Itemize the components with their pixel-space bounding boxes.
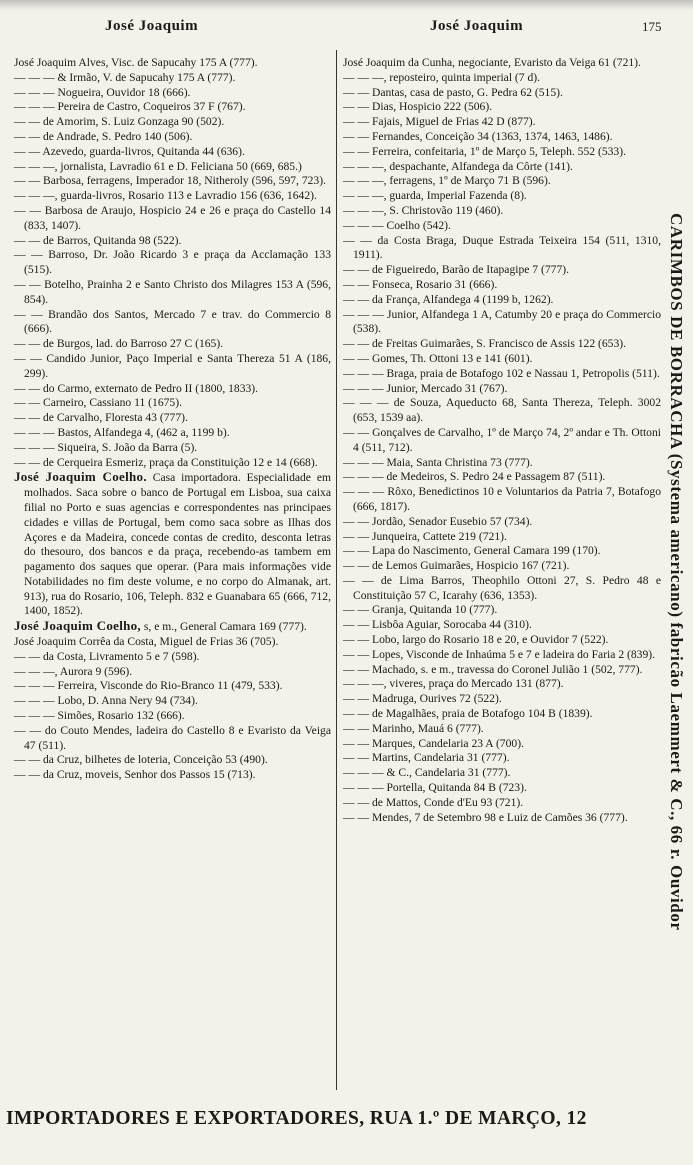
- directory-entry: José Joaquim Corrêa da Costa, Miguel de Frias 36 (705).: [14, 635, 279, 649]
- directory-entry: — — Marques, Candelaria 23 A (700).: [343, 736, 524, 750]
- directory-entry: — — — de Souza, Aqueducto 68, Santa Thereza, Teleph. 3002 (653, 1539 aa).: [343, 396, 661, 425]
- directory-entry: — — Machado, s. e m., travessa do Coronel Julião 1 (502, 777).: [343, 662, 643, 676]
- vertical-advertisement-text: CARIMBOS DE BORRACHA (Systema americano) fabricão Laemmert & C., 66 r. Ouvidor: [667, 213, 686, 931]
- directory-entry: — — Fajais, Miguel de Frias 42 D (877).: [343, 115, 536, 129]
- directory-entry: — — Barroso, Dr. João Ricardo 3 e praça da Acclamação 133 (515).: [14, 248, 331, 277]
- directory-entry: — — Botelho, Prainha 2 e Santo Christo dos Milagres 153 A (596, 854).: [14, 277, 331, 306]
- directory-entry: — — — Siqueira, S. João da Barra (5).: [14, 440, 198, 454]
- directory-entry: — — Azevedo, guarda-livros, Quitanda 44 (636).: [14, 144, 245, 158]
- directory-entry: — — Barbosa de Araujo, Hospicio 24 e 26 e praça do Castello 14 (833, 1407).: [14, 203, 331, 232]
- coelho-entry-2-name: José Joaquim Coelho,: [14, 618, 141, 634]
- directory-entry: — — — Portella, Quitanda 84 B (723).: [343, 781, 527, 795]
- directory-entry: José Joaquim da Cunha, negociante, Evaristo da Veiga 61 (721).: [343, 56, 641, 69]
- directory-entry: — — da Cruz, bilhetes de loteria, Conceição 53 (490).: [14, 753, 268, 767]
- right-entries: [343, 56, 661, 825]
- directory-entry: — — —, viveres, praça do Mercado 131 (877).: [343, 677, 564, 691]
- directory-entry: — — da Costa, Livramento 5 e 7 (598).: [14, 649, 200, 663]
- directory-entry: — — — & C., Candelaria 31 (777).: [343, 766, 511, 780]
- directory-entry: — — Lisbôa Aguiar, Sorocaba 44 (310).: [343, 618, 532, 632]
- column-divider: [336, 50, 337, 1090]
- page-number: 175: [642, 19, 662, 34]
- coelho-entry-2-text: s, e m., General Camara 169 (777).: [143, 620, 307, 634]
- coelho-entry-name: José Joaquim Coelho.: [14, 469, 147, 485]
- directory-entry: — — Lobo, largo do Rosario 18 e 20, e Ouvidor 7 (522).: [343, 633, 609, 647]
- directory-entry: — — — de Medeiros, S. Pedro 24 e Passagem 87 (511).: [343, 470, 606, 484]
- directory-entry: — — Barbosa, ferragens, Imperador 18, Nitheroly (596, 597, 723).: [14, 174, 326, 188]
- directory-entry: — — — Braga, praia de Botafogo 102 e Nassau 1, Petropolis (511).: [343, 366, 660, 380]
- directory-entry: — — Lopes, Visconde de Inhaúma 5 e 7 e ladeira do Faria 2 (839).: [343, 647, 656, 661]
- directory-entry: — — —, guarda, Imperial Fazenda (8).: [343, 189, 527, 203]
- scan-noise-strip: [0, 0, 693, 10]
- directory-entry: — — Dias, Hospicio 222 (506).: [343, 100, 493, 114]
- header-left-title: José Joaquim: [105, 18, 199, 34]
- directory-entry: — — Fonseca, Rosario 31 (666).: [343, 277, 498, 291]
- directory-entry: — — de Magalhães, praia de Botafogo 104 B (1839).: [343, 707, 593, 721]
- directory-entry: — — de Andrade, S. Pedro 140 (506).: [14, 129, 193, 143]
- directory-entry: — — de Lemos Guimarães, Hospicio 167 (721).: [343, 559, 570, 573]
- directory-entry: — — —, reposteiro, quinta imperial (7 d).: [343, 70, 541, 84]
- directory-entry: — — — Pereira de Castro, Coqueiros 37 F (767).: [14, 100, 246, 114]
- coelho-entry: [14, 470, 331, 619]
- directory-entry: — — —, despachante, Alfandega da Côrte (141).: [343, 159, 573, 173]
- coelho-entry-2: [14, 619, 331, 635]
- directory-entry: — — — Lobo, D. Anna Nery 94 (734).: [14, 694, 198, 708]
- directory-entry: — — —, guarda-livros, Rosario 113 e Lavradio 156 (636, 1642).: [14, 189, 317, 203]
- directory-entry: — — de Figueiredo, Barão de Itapagipe 7 (777).: [343, 263, 570, 277]
- directory-entry: — — Lapa do Nascimento, General Camara 199 (170).: [343, 544, 601, 558]
- directory-entry: — — da Costa Braga, Duque Estrada Teixeira 154 (511, 1310, 1911).: [343, 233, 661, 262]
- directory-entry: — — —, S. Christovão 119 (460).: [343, 203, 504, 217]
- directory-entry: — — Jordão, Senador Eusebio 57 (734).: [343, 514, 533, 528]
- directory-entry: — — — Bastos, Alfandega 4, (462 a, 1199 b).: [14, 425, 230, 439]
- directory-entry: — — de Lima Barros, Theophilo Ottoni 27, S. Pedro 48 e Constituição 57 C, Icarahy (636, 1353).: [343, 573, 661, 602]
- coelho-entry-text: Casa importadora. Especialidade em molhados. Saca sobre o banco de Portugal em Lisboa, sua caixa filial no Porto e suas agencias e correspondentes nas principaes cidades e villas de Portugal, bem como saca sobre as Ilhas dos Açores e da Madeira, concede contas de credito, desconta letras do thesouro, dos bancos e da praça, recebendo-as tambem em pagamento dos saques que operar. (Para mais informações vide Notabilidades no fim deste volume, e no corpo do Almanak, art. 913), rua do Rosario, 106, Teleph. 832 e Guanabara 65 (666, 712, 1400, 1852).: [24, 471, 331, 618]
- directory-entry: — — — Rôxo, Benedictinos 10 e Voluntarios da Patria 7, Botafogo (666, 1817).: [343, 485, 661, 513]
- directory-entry: — — Mendes, 7 de Setembro 98 e Luiz de Camões 36 (777).: [343, 810, 628, 824]
- directory-entry: — — Candido Junior, Paço Imperial e Santa Thereza 51 A (186, 299).: [14, 351, 331, 380]
- directory-entry: — — — Junior, Mercado 31 (767).: [343, 381, 508, 395]
- directory-entry: — — — Maia, Santa Christina 73 (777).: [343, 455, 533, 469]
- directory-entry: — — Gomes, Th. Ottoni 13 e 141 (601).: [343, 351, 533, 365]
- directory-entry: — — da Cruz, moveis, Senhor dos Passos 15 (713).: [14, 768, 256, 782]
- right-column: [343, 56, 661, 825]
- directory-entry: — — do Couto Mendes, ladeira do Castello 8 e Evaristo da Veiga 47 (511).: [14, 723, 331, 752]
- directory-entry: — — Granja, Quitanda 10 (777).: [343, 603, 498, 617]
- directory-entry: — — de Barros, Quitanda 98 (522).: [14, 233, 182, 247]
- directory-entry: — — Fernandes, Conceição 34 (1363, 1374, 1463, 1486).: [343, 129, 613, 143]
- directory-entry: — — Carneiro, Cassiano 11 (1675).: [14, 396, 182, 410]
- directory-entry: — — Marinho, Mauá 6 (777).: [343, 721, 484, 735]
- directory-entry: — — Gonçalves de Carvalho, 1º de Março 74, 2º andar e Th. Ottoni 4 (511, 712).: [343, 425, 661, 454]
- directory-entry: — — — Coelho (542).: [343, 218, 451, 232]
- directory-entry: — — de Mattos, Conde d'Eu 93 (721).: [343, 795, 524, 809]
- directory-entry: — — de Amorim, S. Luiz Gonzaga 90 (502).: [14, 115, 225, 129]
- left-entries: [14, 56, 331, 470]
- header-right-title: José Joaquim: [430, 18, 524, 34]
- directory-entry: José Joaquim Alves, Visc. de Sapucahy 175 A (777).: [14, 56, 258, 69]
- directory-entry: — — Martins, Candelaria 31 (777).: [343, 751, 510, 765]
- directory-entry: — — Dantas, casa de pasto, G. Pedra 62 (515).: [343, 85, 563, 99]
- directory-entry: — — da França, Alfandega 4 (1199 b, 1262).: [343, 292, 554, 306]
- directory-entry: — — —, Aurora 9 (596).: [14, 664, 133, 678]
- directory-entry: — — — Junior, Alfandega 1 A, Catumby 20 e praça do Commercio (538).: [343, 307, 661, 336]
- left-column: [14, 56, 331, 783]
- directory-entry: — — Ferreira, confeitaria, 1º de Março 5, Teleph. 552 (533).: [343, 144, 626, 158]
- directory-entry: — — —, jornalista, Lavradio 61 e D. Feliciana 50 (669, 685.): [14, 159, 302, 173]
- directory-entry: — — — & Irmão, V. de Sapucahy 175 A (777).: [14, 70, 236, 84]
- directory-entry: — — de Freitas Guimarães, S. Francisco de Assis 122 (653).: [343, 337, 627, 351]
- directory-entry: — — de Carvalho, Floresta 43 (777).: [14, 411, 188, 425]
- directory-entry: — — Madruga, Ourives 72 (522).: [343, 692, 502, 706]
- footer-advertisement: IMPORTADORES E EXPORTADORES, RUA 1.º DE MARÇO, 12: [6, 1108, 587, 1129]
- directory-entry: — — — Simões, Rosario 132 (666).: [14, 709, 185, 723]
- directory-entry: — — —, ferragens, 1º de Março 71 B (596).: [343, 174, 551, 188]
- directory-entry: — — de Cerqueira Esmeriz, praça da Constituição 12 e 14 (668).: [14, 455, 318, 469]
- directory-entry: — — — Nogueira, Ouvidor 18 (666).: [14, 85, 191, 99]
- directory-entry: — — Junqueira, Cattete 219 (721).: [343, 529, 507, 543]
- directory-entry: — — de Burgos, lad. do Barroso 27 C (165).: [14, 337, 224, 351]
- directory-entry: — — do Carmo, externato de Pedro II (1800, 1833).: [14, 381, 259, 395]
- directory-entry: — — Brandão dos Santos, Mercado 7 e trav. do Commercio 8 (666).: [14, 307, 331, 336]
- vertical-advertisement: [662, 52, 690, 1092]
- left-tail-entries: [14, 635, 331, 783]
- directory-entry: — — — Ferreira, Visconde do Rio-Branco 11 (479, 533).: [14, 679, 283, 693]
